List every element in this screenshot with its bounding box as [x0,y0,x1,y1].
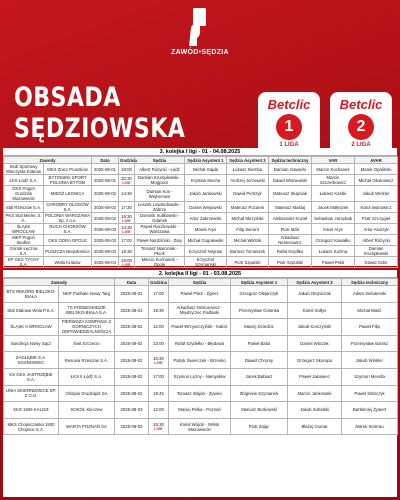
official-name: Maciej Pelka - Poznań [169,402,231,419]
column-header: Data [115,279,149,286]
match-time [149,385,169,402]
official-name: Jacek Babiarz [231,368,288,385]
time-text: 14:30 [121,191,132,196]
home-team: ŚLĄSK II WROCŁAW [4,319,59,336]
official-name: Piotr Szczygieł [355,213,398,224]
away-team: NKP Podhale Nowy Targ [59,286,115,303]
badge-brand: Betclic [267,97,311,112]
official-name: Krystian Mucha [185,175,227,186]
table-row [4,352,398,369]
match-date: 2025-08-02 [115,385,149,402]
home-team: BTS REKORD BIELSKO-BIAŁA [4,286,59,303]
away-team: RUCH CHORZÓW S.A. [44,224,92,235]
official-name: Tomasz Marciniak - Płock [135,246,185,257]
official-name: Paweł Jakowiec [288,368,342,385]
table-row [4,186,398,202]
official-name: Rafał Szydełko - Błędowa [169,335,231,352]
official-name: Marcin Kochanek [312,164,355,175]
column-header: Data [92,157,119,164]
match-time [119,164,135,175]
live-badge: LIVE [122,229,131,234]
official-name: Sebastian Jarzębak [312,213,355,224]
official-name: Karol Iwanowicz [355,202,398,213]
official-name: Mateusz Maślaj [269,202,312,213]
official-name: Piotr Idzik [269,224,312,235]
time-text: 16:30 [153,355,164,361]
badge-number: 2 [348,114,374,140]
match-time [149,335,169,352]
time-text: 17:00 [153,374,164,380]
official-name: Marcin Szczerbowicz [312,175,355,186]
match-time [149,418,169,435]
official-name: Dawid Wiśniewski [269,175,312,186]
official-name: Adam Sielutenski [342,286,398,303]
league-badge-2 [330,92,392,154]
column-header: Sędzia Asystent 1 [231,279,288,286]
home-team: PKS Stal Mielec S. A. [5,213,42,223]
official-name: Daniel Witczak [288,335,342,352]
zawod-sedzia-logo [170,6,230,64]
match-time [149,302,169,319]
match-date: 2025-08-01 [92,164,119,175]
home-team: ŁKS Łódź S.A. [4,175,44,186]
official-name: Andrzej Jerzewski [227,175,269,186]
official-name: Marcin Kochanek - Opole [135,257,185,268]
column-header: Sędzia techniczny [269,157,312,164]
live-badge: LIVE [122,180,131,185]
match-time [119,213,135,224]
official-name: Paweł Pskit - Zgierz [169,286,231,303]
match-time [119,246,135,257]
official-name: Dominik Sulikowski - Gdańsk [135,213,185,224]
badge-brand: Betclic [339,97,383,112]
official-name: Paweł Raczkowski - Warszawa [135,224,185,235]
away-team: MIEDŹ LEGNICA [44,186,92,202]
official-name: Daniel Wiejowski [185,202,227,213]
official-name: Marcin Jankowski [288,385,342,402]
official-name: Marek Opaliński [355,164,398,175]
official-name: Jakub Jankowski [185,186,227,202]
table-row [4,246,398,257]
official-name: Zbigniew Szymanek [231,385,288,402]
league-badge-1 [258,92,320,154]
table-row [4,164,398,175]
match-time [149,352,169,369]
official-name: Dawid Chromy [231,352,288,369]
official-name: Grzegorz Olejarczyk [231,286,288,303]
time-text: 19:00 [121,257,132,263]
table-row [4,286,398,303]
away-team: MKS Znicz Pruszków [44,164,92,175]
official-name: Paweł Wrzyszczyński - Kalisz [169,319,231,336]
match-date: 2025-08-02 [92,186,119,202]
home-team: Stal Stalowa Wola P.S.A. [4,302,59,319]
official-name: Krzysztof Szymański [185,257,227,268]
time-text: 20:30 [121,175,132,181]
official-name: Michał Gajda [185,164,227,175]
official-name: Arkadiusz Nestorowicz - Międzyrzec Podlaski [169,302,231,319]
liga2-table [3,278,398,435]
official-name: Łukasz Siemba [227,164,269,175]
official-name: Jakub Winkler [342,352,398,369]
column-header: Sędzia [135,157,185,164]
official-name: Jakub Olejniczak [288,286,342,303]
home-team: MKS Chojniczanka 1930 Chojnice S.A. [4,418,59,435]
official-name: Tomasz Wajda - Żywiec [169,385,231,402]
home-team: Klub Sportowy Wieczysta Kraków [4,164,44,175]
match-date: 2025-08-03 [92,224,119,235]
official-name: Mateusz Pozarek [227,202,269,213]
official-name: Paweł Nordziński - Żary [135,235,185,246]
official-name: Michał Obukowicz [355,175,398,186]
official-name: Paweł Pskit [312,257,355,268]
table-row [4,175,398,186]
match-date: 2025-08-02 [115,335,149,352]
away-team: Olimpia Grudziądz SA [59,385,115,402]
time-text: 15:30 [153,422,164,428]
official-name: Jacek Małyszek [312,202,355,213]
column-header: AVAR [355,157,398,164]
official-name: Błażej Granat [288,418,342,435]
match-time [119,235,135,246]
column-header: Sędzia Asystent 2 [227,157,269,164]
official-name: Arkadiusz Nestorowicz [269,235,312,246]
official-name: Łukasz Karski [312,186,355,202]
official-name: Paweł Balut [231,335,288,352]
table-row [4,319,398,336]
away-team: SOKÓŁ Kleczew [59,402,115,419]
table-row [4,202,398,213]
away-team: PUSZCZA Niepołomice [44,246,92,257]
official-name: Jakub Korczyński [288,319,342,336]
official-name: Dawid Golis [355,257,398,268]
time-text: 12:00 [153,324,164,330]
referee-card-icon [183,6,217,48]
time-text: 19:45 [153,390,164,396]
official-name: Albert Różycki - Łódź [135,164,185,175]
match-date: 2025-08-03 [115,418,149,435]
table-row [4,402,398,419]
liga2-section [3,270,397,497]
official-name: Maciej Dziedzic [231,319,288,336]
away-team: TS PODBESKIDZIE BIELSKO-BIAŁA S.A. [59,302,115,319]
home-team: Stal Rzeszów S.A. [4,202,44,213]
home-team: ZAGŁĘBIE S.A. SOSNOWIEC [4,352,59,369]
table-row [4,224,398,235]
time-text: 17:30 [121,204,132,210]
table-row [4,335,398,352]
official-name: Michał Waść [342,302,398,319]
live-badge: LIVE [154,427,163,432]
away-team: ŁKS II Łódź S.A. [59,368,115,385]
column-header: Godzina [120,157,137,163]
away-team: CHROBRY GŁOGÓW S.A. [44,202,92,213]
table-header-row [4,157,398,164]
time-text: 19:30 [121,213,132,219]
official-name: Piotr Zając [231,418,288,435]
official-name: Szymon Mendla [342,368,398,385]
table-row [4,213,398,224]
match-date: 2025-08-01 [115,286,149,303]
column-header: Sędzia techniczny [342,279,398,286]
official-name: Patryk Świerczek - Brzesko [169,352,231,369]
match-date: 2025-08-02 [92,202,119,213]
official-name: Mateusz Słupniak [269,186,312,202]
official-name: Aleksander Kozieł [269,213,312,224]
home-team: GKS Pogoń Grodzisk Mazowiecki [4,186,44,202]
official-name: Rafał Szydłko [269,246,312,257]
live-badge: LIVE [122,218,131,223]
table-row [4,235,398,246]
badge-label: 2 LIGA [351,142,371,148]
table-row [4,368,398,385]
badge-number: 1 [276,114,302,140]
official-name: Michał Skrzyński [227,213,269,224]
header [0,0,400,148]
official-name: Bartłomiej Żywert [342,402,398,419]
official-name: Filip Sieranl [227,224,269,235]
time-text: 14:30 [121,224,132,230]
column-header: Zawody [4,157,92,164]
column-header: VAR [312,157,355,164]
liga1-table [3,156,398,268]
away-team: Wisła Kraków [44,257,92,268]
time-text: 18:00 [121,166,132,172]
live-badge: LIVE [154,360,163,365]
official-name: Mariusz Borkowski [231,402,288,419]
home-team: Górnik Łęczna S.A. [4,246,44,257]
time-text: 17:00 [121,237,132,243]
home-team: Sandecja Nowy Sącz [4,335,59,352]
official-name: Bartosz Tomaszek [227,246,269,257]
table-row [4,418,398,435]
table-header-row [4,279,398,286]
match-date: 2025-08-01 [115,302,149,319]
match-time [119,257,135,268]
official-name: Artur Aluszyk [355,224,398,235]
official-name: Michał Gogołewski [185,235,227,246]
match-time [119,175,135,186]
time-text: 13:00 [153,341,164,347]
official-name: Karol Arys [312,224,355,235]
page-title: OBSADA SĘDZIOWSKA [14,82,186,144]
official-name: Krzysztof Nejman [185,246,227,257]
match-date: 2025-08-03 [92,235,119,246]
time-text: 19:30 [121,248,132,254]
match-date: 2025-08-01 [92,175,119,186]
official-name: Marek Semrau [342,418,398,435]
match-date: 2025-08-02 [92,213,119,224]
official-name: Dawid Pietrzyk [227,186,269,202]
table-row [4,257,398,268]
away-team: WARTA POZNAŃ SA [59,418,115,435]
column-header: Sędzia [169,279,231,286]
official-name: Przemysław Banisz [342,335,398,352]
match-time [149,319,169,336]
match-time [119,224,135,235]
home-team: KS GKS JASTRZĘBIE S.A. [4,368,59,385]
official-name: Damian Krumpłewski [355,246,398,257]
time-text: 17:00 [153,291,164,297]
column-header: Zawody [4,279,115,286]
official-name: Paweł Filip [342,319,398,336]
table-row [4,385,398,402]
time-text: 12:00 [153,407,164,413]
logo-text: ZAWÓD•SĘDZIA [171,49,229,56]
official-name: Grzegorz Skorupa [288,352,342,369]
time-text: 19:30 [153,307,164,313]
match-date: 2025-08-02 [115,352,149,369]
official-name: Damian Gawęcki [269,164,312,175]
match-time [149,368,169,385]
match-date: 2025-08-03 [115,402,149,419]
home-team: UNIA SKIERNIEWICE SP. Z O.O. [4,385,59,402]
away-team: Świt Szczecin [59,335,115,352]
official-name: Kamil Wójcik - Mińsk Mazowiecki [169,418,231,435]
away-team: PIERWSZA KOMPANIA Z GÓRNICZYCH ODPOWIEDZIALNOŚCIĄ [59,319,115,336]
official-name: Damian Kos - Wejherowo [135,186,185,202]
away-team: OKS ODRA OPOLE [44,235,92,246]
column-header: Godzina [150,279,167,285]
live-badge: LIVE [122,262,131,267]
away-team: POLONIA WARSZAWA Sp. z o.o. [45,213,90,223]
match-time [119,202,135,213]
official-name: Leszek Lewandowski - Zabrze [135,202,185,213]
match-date: 2025-08-03 [92,246,119,257]
home-team: ŚLĄSK WROCŁAW [4,224,44,235]
match-time [149,286,169,303]
column-header: Sędzia Asystent 2 [288,279,342,286]
official-name: Michał Wiktzik [227,235,269,246]
official-name: Jakub Winkler [355,186,398,202]
official-name: Damian Krumpłewski - Mogpxxn [135,175,185,186]
official-name: Albert Różycki [355,235,398,246]
official-name: Artur Zakrzewski [185,213,227,224]
home-team: KP GKS TYCHY S.A. [4,257,44,268]
column-header: Sędzia Asystent 1 [185,157,227,164]
official-name: Piotr Szpulski [269,257,312,268]
badge-label: 1 LIGA [279,142,299,148]
official-name: Szymon Lężny - Namysłów [169,368,231,385]
official-name: Paweł Sitarczyk [342,385,398,402]
official-name: Kamil Sołtys [288,302,342,319]
liga2-title: 2. kolejka II ligi - 01 - 03.08.2025 [3,270,397,278]
official-name: Marek Arys [185,224,227,235]
home-team: KKS 1925 KALISZ [4,402,59,419]
away-team: Resovia Rzeszów S.A. [59,352,115,369]
liga1-title: 3. kolejka I ligi - 01 - 04.08.2025 [3,148,397,156]
official-name: Grzegorz Kawałko [312,235,355,246]
liga1-section [3,148,397,266]
away-team: BYTOMSKI SPORT POLONIA BYTOM [44,175,92,186]
match-date: 2025-08-04 [92,257,119,268]
match-date: 2025-08-02 [115,319,149,336]
official-name: Jakub Sobalski [288,402,342,419]
table-row [4,302,398,319]
official-name: Przemysław Gołonka [231,302,288,319]
match-time [119,186,135,202]
official-name: Piotr Szpulski [227,257,269,268]
official-name: Łukasz Kuźma [312,246,355,257]
match-date: 2025-08-02 [115,368,149,385]
match-time [149,402,169,419]
home-team: MKP Pogoń Siedlce [4,235,44,246]
